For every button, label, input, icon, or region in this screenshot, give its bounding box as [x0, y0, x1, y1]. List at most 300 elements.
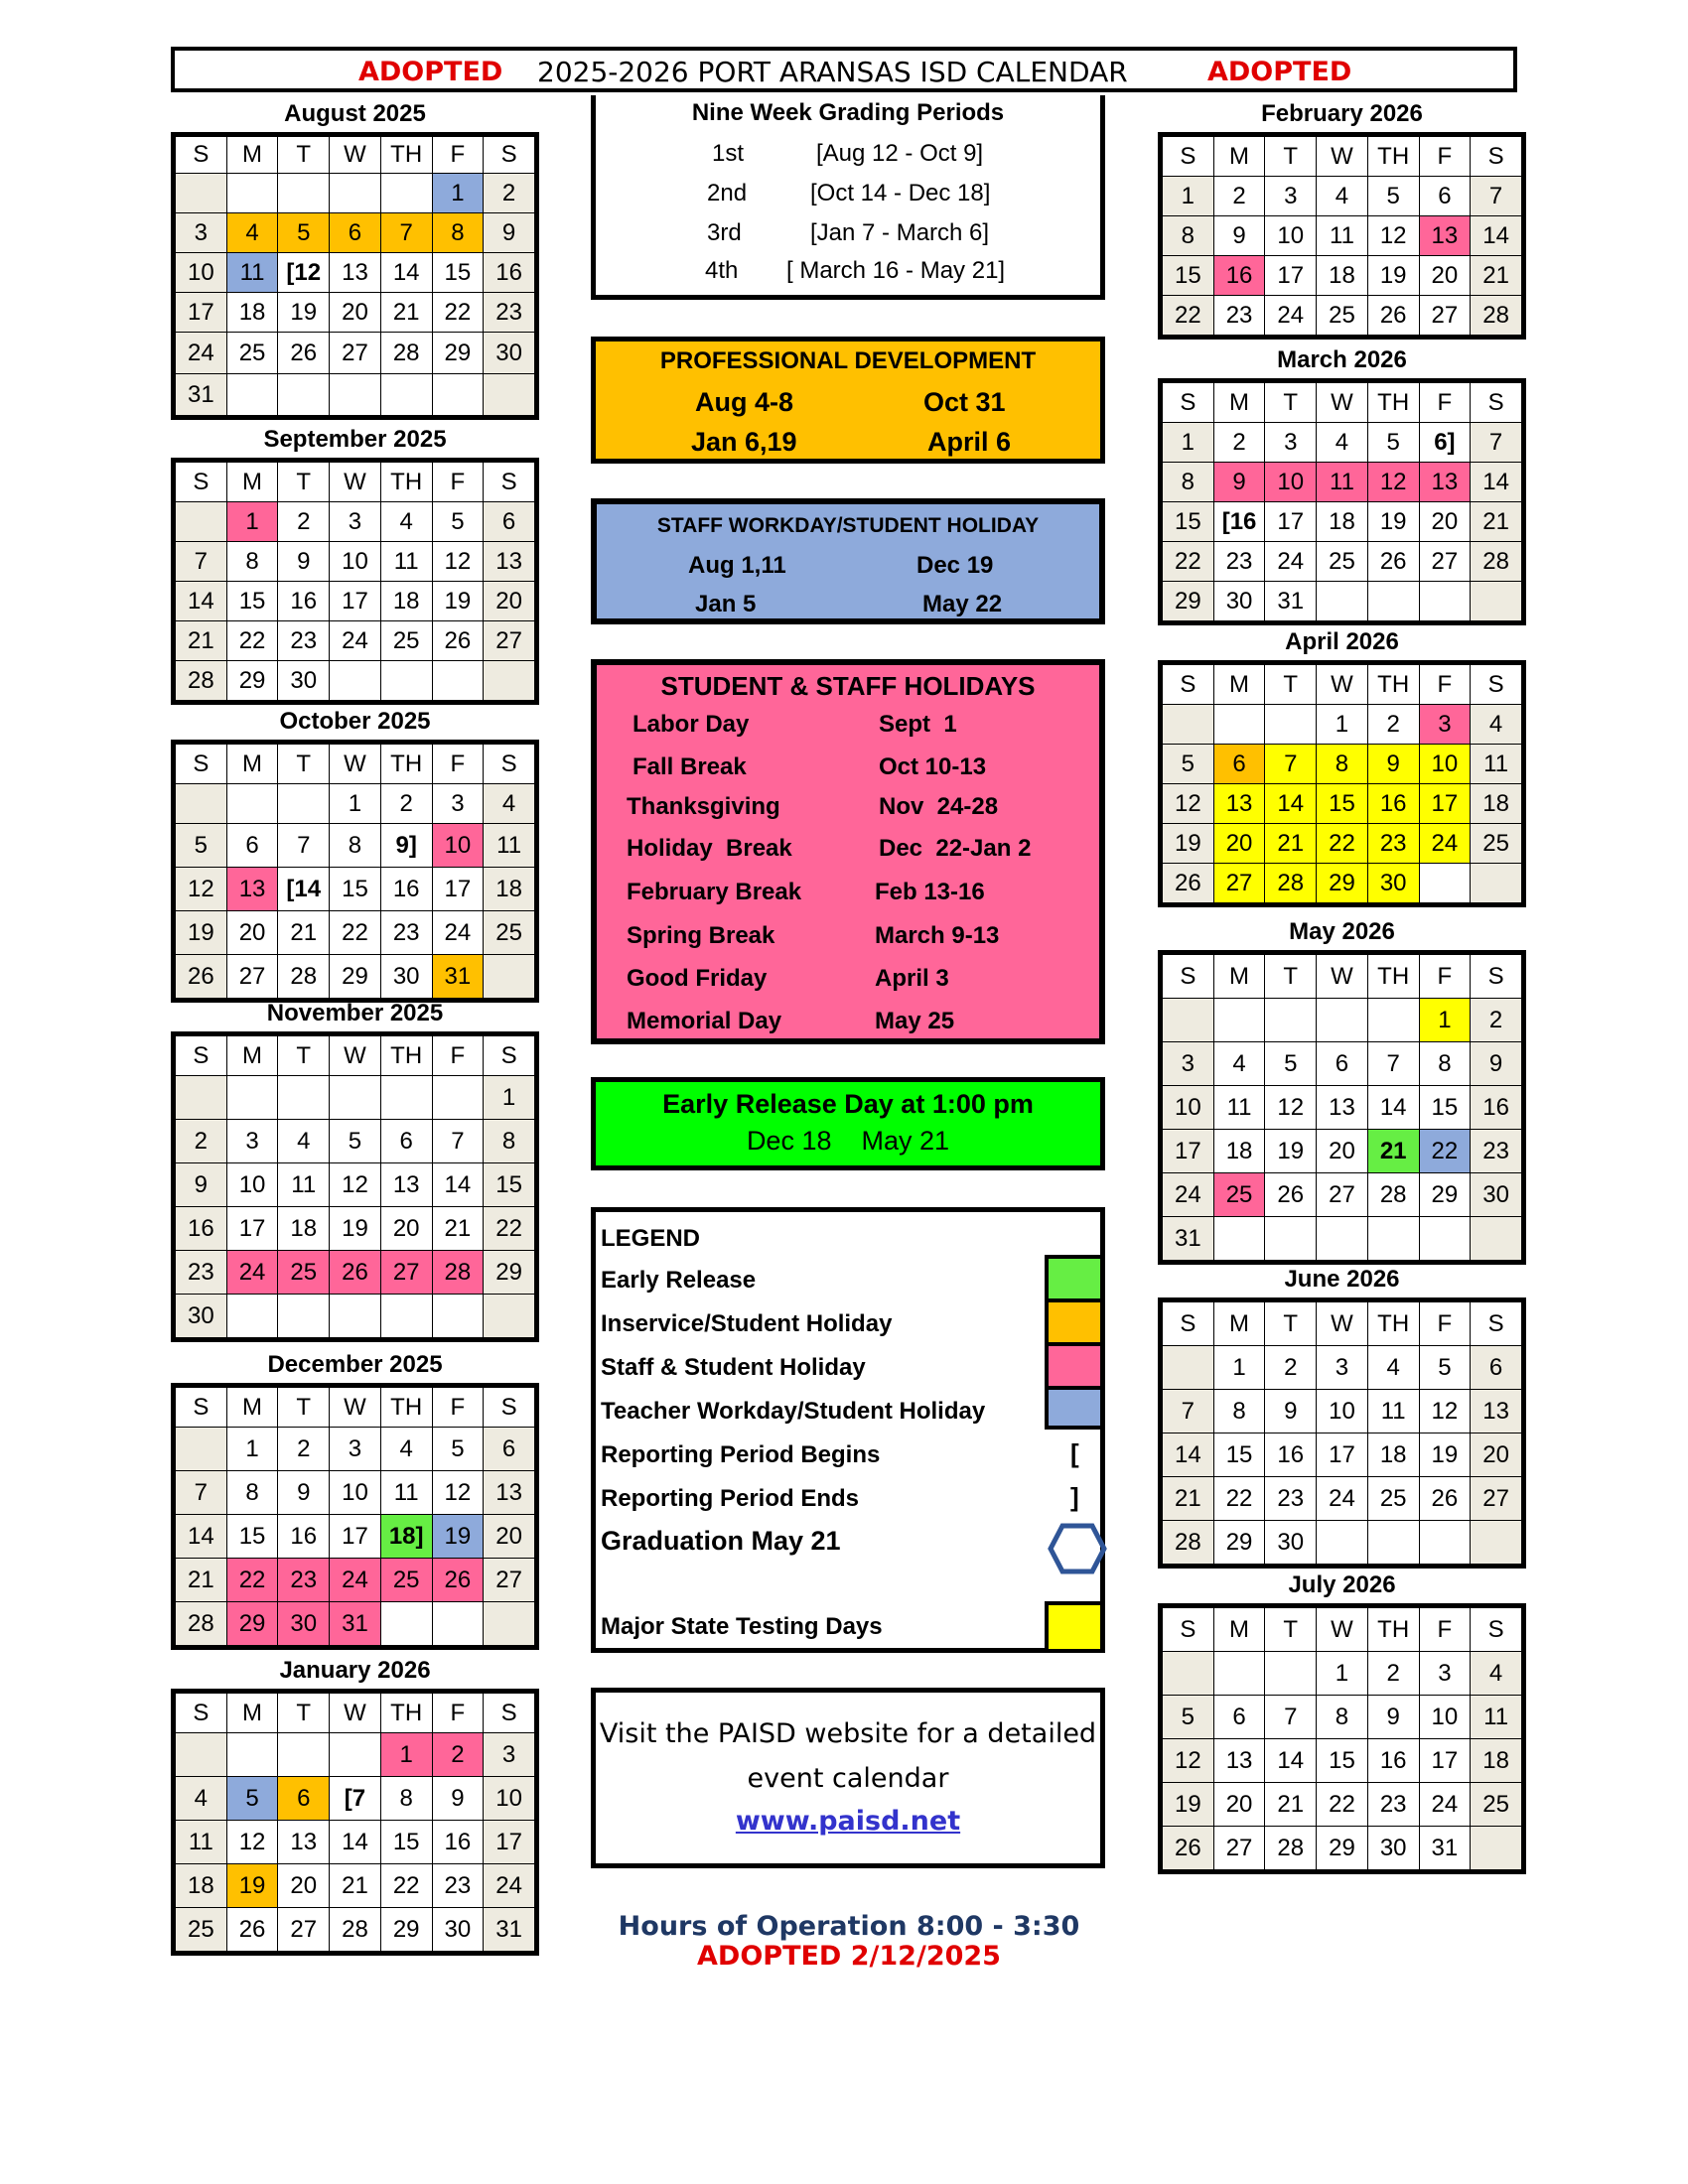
empty-day-cell [432, 1076, 484, 1120]
weekday-header: W [330, 1036, 381, 1076]
day-cell: 6 [1419, 177, 1471, 216]
day-cell: 26 [330, 1251, 381, 1295]
weekday-header: T [1265, 383, 1317, 423]
day-cell: 10 [1163, 1086, 1214, 1130]
holiday-name: February Break [627, 879, 802, 905]
month-april-2026 [1158, 623, 1526, 907]
legend-swatch-teacher-workday [1045, 1386, 1100, 1430]
weekday-header: W [330, 463, 381, 502]
legend-inservice: Inservice/Student Holiday [601, 1310, 893, 1337]
day-cell: 29 [1163, 582, 1214, 621]
day-cell: 31 [1419, 1827, 1471, 1870]
empty-day-cell [1471, 864, 1522, 903]
day-cell: 30 [1367, 1827, 1419, 1870]
day-cell: 1 [1213, 1346, 1265, 1390]
empty-day-cell [1265, 1652, 1317, 1696]
day-cell: 5 [330, 1120, 381, 1163]
day-cell: 18 [1471, 784, 1522, 824]
day-cell: 8 [330, 824, 381, 868]
month-grid [171, 132, 539, 420]
staff-workday-box [591, 498, 1105, 624]
day-cell: 27 [380, 1251, 432, 1295]
day-cell: 30 [380, 955, 432, 999]
day-cell: 1 [226, 1428, 278, 1471]
day-cell: 7 [176, 542, 227, 582]
day-cell: 16 [1367, 1739, 1419, 1783]
day-cell: 28 [1471, 542, 1522, 582]
staff-workday-date-1: Aug 1,11 [688, 552, 786, 579]
weekday-header: T [1265, 1608, 1317, 1652]
day-cell: 22 [1163, 296, 1214, 336]
day-cell: 27 [1213, 864, 1265, 903]
empty-day-cell [278, 784, 330, 824]
day-cell: 29 [380, 1908, 432, 1952]
day-cell: 17 [432, 868, 484, 911]
legend-title: LEGEND [601, 1225, 701, 1252]
holiday-date: April 3 [875, 965, 949, 992]
day-cell: 1 [1317, 1652, 1368, 1696]
grading-periods-title: Nine Week Grading Periods [691, 99, 1005, 126]
day-cell: 10 [330, 542, 381, 582]
day-cell: 2 [278, 502, 330, 542]
day-cell: 28 [330, 1908, 381, 1952]
day-cell: 10 [432, 824, 484, 868]
day-cell: 20 [484, 1515, 535, 1559]
day-cell: 11 [380, 542, 432, 582]
weekday-header: S [1163, 955, 1214, 999]
month-grid [1158, 132, 1526, 340]
weekday-header: M [1213, 383, 1265, 423]
day-cell: 2 [432, 1733, 484, 1777]
early-release-box [591, 1077, 1105, 1170]
weekday-header: S [1471, 955, 1522, 999]
day-cell: 18 [1317, 502, 1368, 542]
day-cell: 24 [484, 1864, 535, 1908]
month-title: July 2026 [1288, 1571, 1396, 1598]
empty-day-cell [1163, 999, 1214, 1042]
day-cell: 3 [1317, 1346, 1368, 1390]
day-cell: 23 [1367, 824, 1419, 864]
day-cell: 5 [278, 213, 330, 253]
day-cell: 24 [1163, 1173, 1214, 1217]
empty-day-cell [484, 955, 535, 999]
day-cell: 14 [1471, 216, 1522, 256]
day-cell: 4 [226, 213, 278, 253]
empty-day-cell [380, 661, 432, 701]
empty-day-cell [1317, 1217, 1368, 1261]
day-cell: 11 [1213, 1086, 1265, 1130]
day-cell: 7 [1265, 1696, 1317, 1739]
empty-day-cell [330, 174, 381, 213]
day-cell: 13 [1471, 1390, 1522, 1433]
day-cell: 6 [226, 824, 278, 868]
month-october-2025 [171, 703, 539, 1003]
empty-day-cell [1265, 1217, 1317, 1261]
weekday-header: W [330, 1388, 381, 1428]
day-cell: 9 [176, 1163, 227, 1207]
day-cell: 19 [1163, 824, 1214, 864]
weekday-header: TH [1367, 1302, 1419, 1346]
weekday-header: M [226, 1036, 278, 1076]
day-cell: 29 [330, 955, 381, 999]
month-grid [171, 740, 539, 1003]
day-cell: 29 [226, 661, 278, 701]
empty-day-cell [176, 1076, 227, 1120]
day-cell: 8 [484, 1120, 535, 1163]
day-cell: 19 [176, 911, 227, 955]
day-cell: 1 [484, 1076, 535, 1120]
grading-label-1: 1st [712, 140, 745, 167]
month-january-2026 [171, 1652, 539, 1956]
empty-day-cell [278, 1733, 330, 1777]
weekday-header: W [1317, 665, 1368, 705]
staff-workday-date-2: Dec 19 [916, 552, 994, 579]
day-cell: 3 [1265, 177, 1317, 216]
day-cell: 9 [1367, 1696, 1419, 1739]
day-cell: 21 [1265, 1783, 1317, 1827]
weekday-header: S [484, 463, 535, 502]
day-cell: 28 [1163, 1521, 1214, 1565]
weekday-header: F [432, 463, 484, 502]
day-cell: 15 [1419, 1086, 1471, 1130]
month-grid [1158, 378, 1526, 625]
day-cell: 9 [432, 1777, 484, 1821]
day-cell: 24 [330, 621, 381, 661]
visit-box [591, 1688, 1105, 1868]
day-cell: 3 [1265, 423, 1317, 463]
day-cell: 13 [380, 1163, 432, 1207]
empty-day-cell [484, 661, 535, 701]
weekday-header: S [484, 137, 535, 174]
day-cell: 17 [1419, 1739, 1471, 1783]
weekday-header: TH [380, 745, 432, 784]
day-cell: 27 [1419, 296, 1471, 336]
grading-label-3: 3rd [707, 219, 742, 246]
empty-day-cell [380, 174, 432, 213]
weekday-header: TH [1367, 665, 1419, 705]
day-cell: 4 [1471, 705, 1522, 745]
weekday-header: W [1317, 955, 1368, 999]
empty-day-cell [176, 1428, 227, 1471]
legend-period-begins: Reporting Period Begins [601, 1441, 881, 1468]
weekday-header: F [432, 745, 484, 784]
day-cell: 28 [380, 333, 432, 374]
month-february-2026 [1158, 95, 1526, 340]
day-cell: 3 [432, 784, 484, 824]
weekday-header: F [432, 137, 484, 174]
day-cell: 15 [1163, 256, 1214, 296]
day-cell: 3 [484, 1733, 535, 1777]
weekday-header: T [278, 463, 330, 502]
day-cell: 3 [1163, 1042, 1214, 1086]
day-cell: 14 [330, 1821, 381, 1864]
day-cell: 1 [226, 502, 278, 542]
empty-day-cell [1317, 999, 1368, 1042]
day-cell: 2 [1265, 1346, 1317, 1390]
empty-day-cell [1471, 582, 1522, 621]
day-cell: 27 [1471, 1477, 1522, 1521]
day-cell: 12 [1265, 1086, 1317, 1130]
empty-day-cell [1317, 1521, 1368, 1565]
day-cell: 10 [226, 1163, 278, 1207]
day-cell: 14 [1265, 784, 1317, 824]
weekday-header: S [176, 463, 227, 502]
weekday-header: W [1317, 1302, 1368, 1346]
month-title: January 2026 [279, 1657, 431, 1684]
empty-day-cell [432, 1602, 484, 1646]
day-cell: 11 [1317, 463, 1368, 502]
weekday-header: T [1265, 1302, 1317, 1346]
empty-day-cell [1265, 999, 1317, 1042]
day-cell: 3 [226, 1120, 278, 1163]
day-cell: 26 [1163, 1827, 1214, 1870]
legend-swatch-early-release [1045, 1255, 1100, 1298]
day-cell: 21 [1367, 1130, 1419, 1173]
month-grid [171, 1689, 539, 1956]
empty-day-cell [1163, 1652, 1214, 1696]
pd-date-2: Oct 31 [923, 387, 1006, 417]
grading-range-1: [Aug 12 - Oct 9] [816, 140, 984, 167]
holiday-date: Nov 24-28 [879, 793, 999, 820]
empty-day-cell [1317, 582, 1368, 621]
day-cell: 10 [1265, 463, 1317, 502]
day-cell: 26 [432, 1559, 484, 1602]
day-cell: 7 [1163, 1390, 1214, 1433]
day-cell: 3 [1419, 1652, 1471, 1696]
day-cell: 11 [176, 1821, 227, 1864]
day-cell: 17 [1317, 1433, 1368, 1477]
day-cell: 23 [1367, 1783, 1419, 1827]
holiday-name: Fall Break [633, 753, 747, 780]
day-cell: 13 [1317, 1086, 1368, 1130]
day-cell: 12 [176, 868, 227, 911]
weekday-header: TH [1367, 1608, 1419, 1652]
day-cell: 21 [1265, 824, 1317, 864]
day-cell: 4 [380, 1428, 432, 1471]
day-cell: 2 [484, 174, 535, 213]
day-cell: 29 [226, 1602, 278, 1646]
day-cell: 24 [1265, 542, 1317, 582]
day-cell: 20 [1213, 824, 1265, 864]
day-cell: 22 [1163, 542, 1214, 582]
day-cell: 16 [432, 1821, 484, 1864]
weekday-header: S [1471, 383, 1522, 423]
day-cell: 2 [1213, 423, 1265, 463]
day-cell: 7 [176, 1471, 227, 1515]
day-cell: 28 [432, 1251, 484, 1295]
empty-day-cell [330, 374, 381, 416]
month-title: August 2025 [284, 100, 426, 127]
month-title: September 2025 [263, 426, 447, 453]
empty-day-cell [226, 1076, 278, 1120]
day-cell: 18 [176, 1864, 227, 1908]
day-cell: 1 [1163, 423, 1214, 463]
legend-swatch-testing [1045, 1601, 1100, 1649]
day-cell: 25 [1471, 1783, 1522, 1827]
adopted-label-right: ADOPTED [1207, 57, 1352, 87]
day-cell: 7 [278, 824, 330, 868]
day-cell: 16 [1213, 256, 1265, 296]
day-cell: 25 [1471, 824, 1522, 864]
empty-day-cell [432, 661, 484, 701]
day-cell: 16 [1471, 1086, 1522, 1130]
empty-day-cell [380, 1295, 432, 1338]
day-cell: 8 [1317, 1696, 1368, 1739]
day-cell: 19 [1367, 502, 1419, 542]
holiday-name: Memorial Day [627, 1008, 782, 1034]
weekday-header: F [1419, 137, 1471, 177]
day-cell: 24 [1419, 824, 1471, 864]
day-cell: 17 [226, 1207, 278, 1251]
day-cell: 30 [1265, 1521, 1317, 1565]
day-cell: 23 [432, 1864, 484, 1908]
day-cell: 28 [1367, 1173, 1419, 1217]
day-cell: 4 [1317, 177, 1368, 216]
day-cell: 21 [432, 1207, 484, 1251]
weekday-header: W [330, 1694, 381, 1733]
day-cell: 2 [1367, 705, 1419, 745]
day-cell: 28 [1471, 296, 1522, 336]
day-cell: 10 [1265, 216, 1317, 256]
day-cell: 7 [1265, 745, 1317, 784]
calendar-header [171, 47, 1517, 92]
legend-teacher-workday: Teacher Workday/Student Holiday [601, 1398, 986, 1425]
weekday-header: M [226, 1388, 278, 1428]
day-cell: 9 [484, 213, 535, 253]
day-cell: 25 [278, 1251, 330, 1295]
grading-label-4: 4th [705, 257, 739, 284]
paisd-website-link[interactable]: www.paisd.net [735, 1806, 961, 1837]
legend-graduation: Graduation May 21 [601, 1526, 841, 1556]
weekday-header: S [176, 1388, 227, 1428]
day-cell: 6 [484, 1428, 535, 1471]
day-cell: 8 [380, 1777, 432, 1821]
weekday-header: M [226, 745, 278, 784]
month-september-2025 [171, 421, 539, 705]
day-cell: 14 [1367, 1086, 1419, 1130]
holiday-name: Thanksgiving [627, 793, 780, 820]
weekday-header: F [432, 1388, 484, 1428]
holiday-date: May 25 [875, 1008, 955, 1034]
weekday-header: M [226, 463, 278, 502]
day-cell: 27 [484, 621, 535, 661]
month-march-2026 [1158, 341, 1526, 625]
day-cell: 30 [1213, 582, 1265, 621]
day-cell: 12 [432, 542, 484, 582]
empty-day-cell [1213, 999, 1265, 1042]
weekday-header: S [1163, 665, 1214, 705]
weekday-header: S [1471, 665, 1522, 705]
day-cell: 17 [330, 582, 381, 621]
weekday-header: T [278, 1036, 330, 1076]
weekday-header: S [1471, 137, 1522, 177]
day-cell: 6 [278, 1777, 330, 1821]
day-cell: 5 [1367, 177, 1419, 216]
weekday-header: TH [380, 1694, 432, 1733]
day-cell: 20 [1213, 1783, 1265, 1827]
empty-day-cell [1367, 1521, 1419, 1565]
day-cell: 14 [1265, 1739, 1317, 1783]
day-cell: 10 [330, 1471, 381, 1515]
day-cell: 30 [484, 333, 535, 374]
day-cell: 31 [330, 1602, 381, 1646]
legend-early-release: Early Release [601, 1267, 757, 1294]
weekday-header: S [176, 745, 227, 784]
day-cell: 21 [176, 1559, 227, 1602]
weekday-header: W [1317, 383, 1368, 423]
day-cell: [16 [1213, 502, 1265, 542]
day-cell: 15 [226, 582, 278, 621]
day-cell: 6 [1471, 1346, 1522, 1390]
day-cell: 3 [176, 213, 227, 253]
empty-day-cell [1471, 1217, 1522, 1261]
day-cell: 3 [1419, 705, 1471, 745]
pd-title: PROFESSIONAL DEVELOPMENT [659, 347, 1037, 374]
day-cell: 18 [1471, 1739, 1522, 1783]
day-cell: 21 [1471, 502, 1522, 542]
day-cell: 7 [380, 213, 432, 253]
day-cell: 15 [1317, 784, 1368, 824]
day-cell: 8 [226, 1471, 278, 1515]
day-cell: 25 [226, 333, 278, 374]
month-may-2026 [1158, 913, 1526, 1265]
day-cell: 25 [380, 1559, 432, 1602]
day-cell: 16 [1367, 784, 1419, 824]
day-cell: 27 [278, 1908, 330, 1952]
day-cell: 5 [432, 1428, 484, 1471]
weekday-header: TH [1367, 955, 1419, 999]
day-cell: 10 [1419, 745, 1471, 784]
day-cell: 28 [176, 661, 227, 701]
day-cell: 12 [330, 1163, 381, 1207]
day-cell: 22 [432, 293, 484, 333]
day-cell: 24 [176, 333, 227, 374]
day-cell: 23 [1471, 1130, 1522, 1173]
day-cell: 30 [432, 1908, 484, 1952]
day-cell: 16 [1265, 1433, 1317, 1477]
day-cell: 4 [1213, 1042, 1265, 1086]
day-cell: 6] [1419, 423, 1471, 463]
day-cell: 29 [1317, 864, 1368, 903]
weekday-header: T [278, 1694, 330, 1733]
empty-day-cell [1163, 1346, 1214, 1390]
day-cell: 19 [1265, 1130, 1317, 1173]
day-cell: 13 [484, 1471, 535, 1515]
empty-day-cell [1213, 705, 1265, 745]
weekday-header: F [432, 1694, 484, 1733]
day-cell: 16 [278, 1515, 330, 1559]
weekday-header: W [1317, 1608, 1368, 1652]
day-cell: 25 [1317, 542, 1368, 582]
empty-day-cell [380, 1076, 432, 1120]
empty-day-cell [278, 1076, 330, 1120]
day-cell: 28 [176, 1602, 227, 1646]
legend-staff-student: Staff & Student Holiday [601, 1354, 866, 1381]
empty-day-cell [1419, 582, 1471, 621]
day-cell: 19 [1163, 1783, 1214, 1827]
day-cell: 21 [1471, 256, 1522, 296]
day-cell: 26 [1419, 1477, 1471, 1521]
day-cell: 19 [1367, 256, 1419, 296]
legend-begin-mark: [ [1070, 1438, 1079, 1468]
empty-day-cell [176, 784, 227, 824]
empty-day-cell [1367, 999, 1419, 1042]
day-cell: 25 [1317, 296, 1368, 336]
day-cell: 18 [278, 1207, 330, 1251]
day-cell: 9 [278, 1471, 330, 1515]
weekday-header: TH [380, 137, 432, 174]
day-cell: 20 [484, 582, 535, 621]
